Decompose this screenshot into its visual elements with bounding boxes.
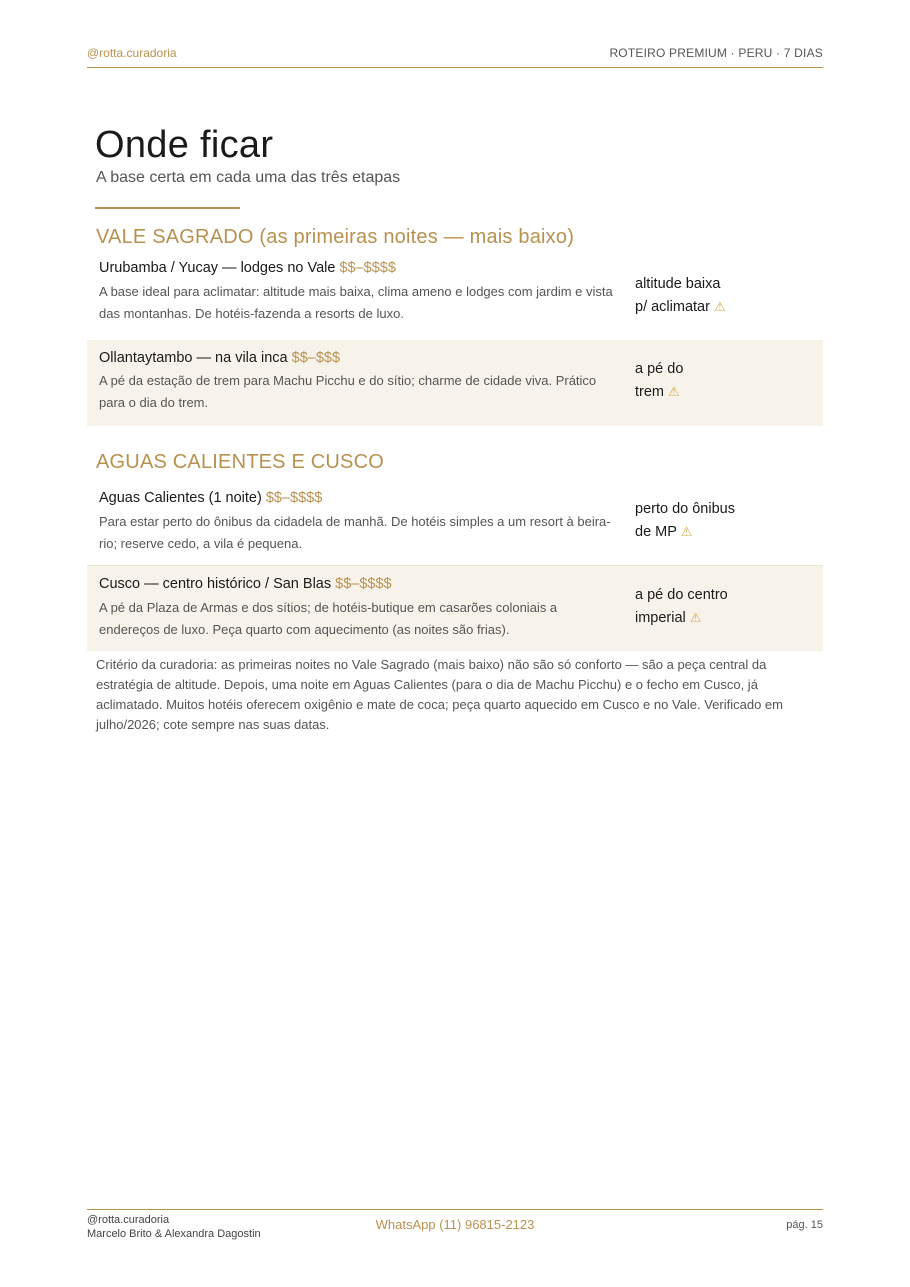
hotel-row-name: Ollantaytambo — na vila inca $$–$$$	[99, 350, 341, 366]
footer-authors: Marcelo Brito & Alexandra Dagostin	[87, 1228, 261, 1240]
hotel-row-note: altitude baixa p/ aclimatar ⚠	[635, 276, 726, 315]
title-divider	[95, 207, 240, 209]
curation-criteria-note: Critério da curadoria: as primeiras noites no Vale Sagrado (mais baixo) não são só conforto — são a peça central da estratégia de altitude. Depois, uma noite em Aguas Calientes (para o dia de Machu Picchu) e o fecho em Cusco, já aclimatado. Muitos hotéis oferecem oxigênio e mate de coca; peça quarto aquecido em Cusco e no Vale. Verificado em julho/2026; cote sempre nas suas datas.	[96, 657, 783, 732]
hotel-row-description: A pé da Plaza de Armas e dos sítios; de hotéis-butique em casarões coloniais a endereços de luxo. Peça quarto com aquecimento (as noites são frias).	[99, 600, 558, 637]
header-doc-label: ROTEIRO PREMIUM · PERU · 7 DIAS	[609, 46, 823, 60]
hotel-row-note: perto do ônibus de MP ⚠	[635, 501, 735, 540]
hotel-row-aguas-calientes	[87, 480, 823, 566]
hotel-row-description: A base ideal para aclimatar: altitude mais baixa, clima ameno e lodges com jardim e vista das montanhas. De hotéis-fazenda a resorts de luxo.	[99, 284, 613, 321]
warning-icon: ⚠	[689, 609, 702, 625]
footer-brand: @rotta.curadoria	[87, 1214, 170, 1226]
hotel-row-ollantaytambo	[87, 340, 823, 426]
hotel-row-urubamba	[87, 254, 823, 340]
warning-icon: ⚠	[680, 523, 693, 539]
hotel-row-description: Para estar perto do ônibus da cidadela de manhã. De hotéis simples a um resort à beira-rio; reserve cedo, a vila é pequena.	[99, 514, 611, 551]
price-range: $$–$$$$	[335, 576, 392, 592]
page-number: pág. 15	[786, 1219, 823, 1231]
hotel-row-note: a pé do centro imperial ⚠	[635, 587, 728, 626]
page-title: Onde ficar	[95, 124, 274, 166]
whatsapp-contact: WhatsApp (11) 96815-2123	[375, 1217, 535, 1232]
price-range: $$–$$$$	[265, 490, 323, 506]
page-footer	[87, 1209, 823, 1249]
hotel-row-name: Aguas Calientes (1 noite) $$–$$$$	[99, 490, 323, 506]
page-header	[87, 46, 823, 68]
warning-icon: ⚠	[713, 298, 726, 314]
section-title-aguas-calientes-cusco: AGUAS CALIENTES E CUSCO	[96, 451, 384, 473]
hotel-row-description: A pé da estação de trem para Machu Picchu e do sítio; charme de cidade viva. Prático para o dia do trem.	[99, 373, 597, 410]
page-subtitle: A base certa em cada uma das três etapas	[96, 169, 401, 186]
hotel-row-name: Cusco — centro histórico / San Blas $$–$$$$	[99, 576, 392, 592]
hotel-row-cusco	[87, 565, 823, 651]
header-brand: @rotta.curadoria	[87, 46, 177, 60]
price-range: $$–$$$$	[339, 260, 396, 276]
hotel-row-name: Urubamba / Yucay — lodges no Vale $$–$$$$	[99, 260, 396, 276]
price-range: $$–$$$	[291, 350, 341, 366]
warning-icon: ⚠	[668, 383, 680, 399]
section-title-vale-sagrado: VALE SAGRADO (as primeiras noites — mais baixo)	[96, 226, 575, 248]
hotel-row-note: a pé do trem ⚠	[635, 361, 684, 400]
